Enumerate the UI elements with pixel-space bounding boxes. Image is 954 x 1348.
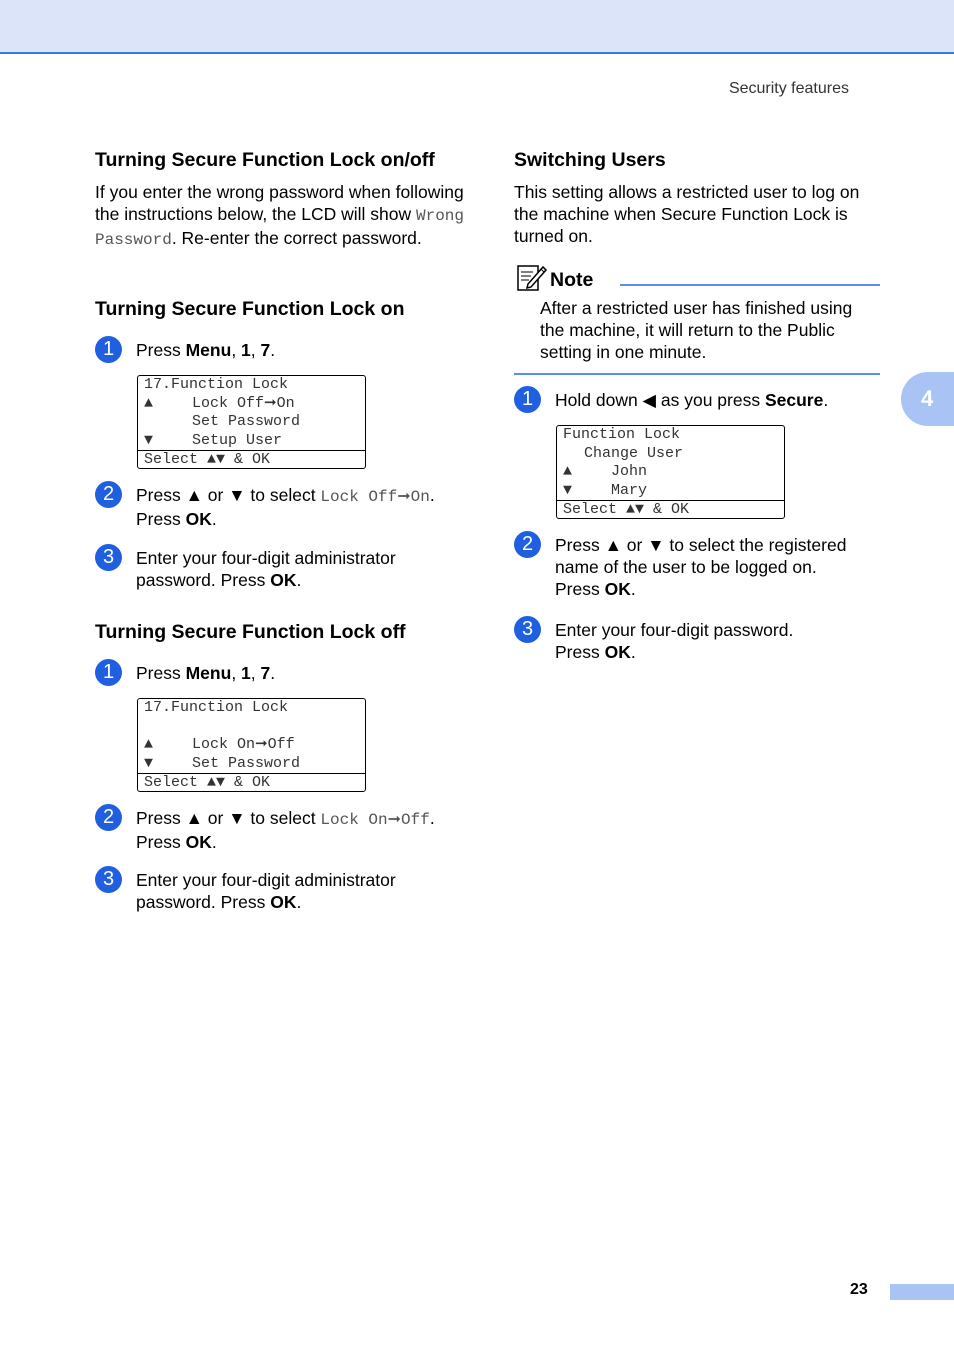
- lcd-row: Change User: [584, 444, 684, 462]
- step-number-badge: 1: [95, 336, 122, 363]
- step-text: Hold down ◀ as you press Secure.: [555, 390, 829, 410]
- step-number-badge: 3: [514, 616, 541, 643]
- step-text: Enter your four-digit password. Press OK.: [555, 620, 794, 662]
- lcd-display-lock-on: [137, 375, 366, 469]
- lcd-row: 17.Function Lock: [144, 699, 289, 716]
- note-text: After a restricted user has finished using the machine, it will return to the Public setting in one minute.: [540, 298, 853, 362]
- step-number-badge: 3: [95, 544, 122, 571]
- step-text: Press Menu, 1, 7.: [136, 663, 276, 683]
- step-number-badge: 1: [514, 386, 541, 413]
- lcd-message: Wrong Password: [95, 207, 464, 249]
- section-title-lock-on: Turning Secure Function Lock on: [95, 298, 405, 320]
- section-title-switching-users: Switching Users: [514, 149, 666, 171]
- step-number-badge: 2: [95, 481, 122, 508]
- lcd-row: [138, 718, 365, 737]
- note-pencil-icon: [516, 262, 548, 294]
- step-text: Press ▲ or ▼ to select Lock On➞Off. Press OK.: [136, 808, 435, 852]
- lcd-row: ▲ Lock On➞Off: [144, 736, 295, 753]
- step-text: Enter your four-digit administrator password. Press OK.: [136, 548, 396, 590]
- top-banner: [0, 0, 954, 54]
- lcd-row: ▲ Lock Off➞On: [144, 394, 295, 412]
- note-top-rule: [620, 284, 880, 286]
- chapter-tab: 4: [901, 372, 954, 426]
- lcd-bottom-row: Select ▲▼ & OK: [138, 450, 365, 468]
- section-title-lock-onoff: Turning Secure Function Lock on/off: [95, 149, 435, 171]
- section-title-lock-off: Turning Secure Function Lock off: [95, 621, 406, 643]
- lcd-row: ▼ Set Password: [144, 754, 301, 772]
- lcd-bottom-row: Select ▲▼ & OK: [138, 773, 365, 791]
- lcd-row: ▼ Setup User: [144, 431, 283, 449]
- running-head: Security features: [728, 80, 849, 97]
- step-text: Press ▲ or ▼ to select the registered name of the user to be logged on. Press OK.: [555, 535, 847, 599]
- note-label: Note: [550, 269, 594, 291]
- lcd-row: Function Lock: [563, 426, 681, 443]
- footer-tab: [890, 1284, 954, 1300]
- page-number: 23: [850, 1281, 868, 1298]
- step-number-badge: 3: [95, 866, 122, 893]
- step-text: Press Menu, 1, 7.: [136, 340, 276, 360]
- step-number-badge: 1: [95, 659, 122, 686]
- lcd-row: 17.Function Lock: [144, 376, 289, 393]
- step-number-badge: 2: [514, 531, 541, 558]
- lcd-row: ▲ John: [563, 463, 648, 480]
- intro-paragraph: If you enter the wrong password when following the instructions below, the LCD will show Wrong Password. Re-enter the correct password.: [95, 182, 464, 249]
- lcd-display-lock-off: [137, 698, 366, 792]
- lcd-row: Set Password: [192, 413, 301, 430]
- lcd-row: ▼ Mary: [563, 481, 648, 499]
- switching-users-paragraph: This setting allows a restricted user to log on the machine when Secure Function Lock is turned on.: [514, 182, 860, 246]
- note-bottom-rule: [514, 373, 880, 375]
- step-text: Press ▲ or ▼ to select Lock Off➞On. Press OK.: [136, 485, 435, 529]
- step-text: Enter your four-digit administrator password. Press OK.: [136, 870, 396, 912]
- lcd-bottom-row: Select ▲▼ & OK: [557, 500, 784, 518]
- step-number-badge: 2: [95, 804, 122, 831]
- lcd-display-switch-user: [556, 425, 785, 519]
